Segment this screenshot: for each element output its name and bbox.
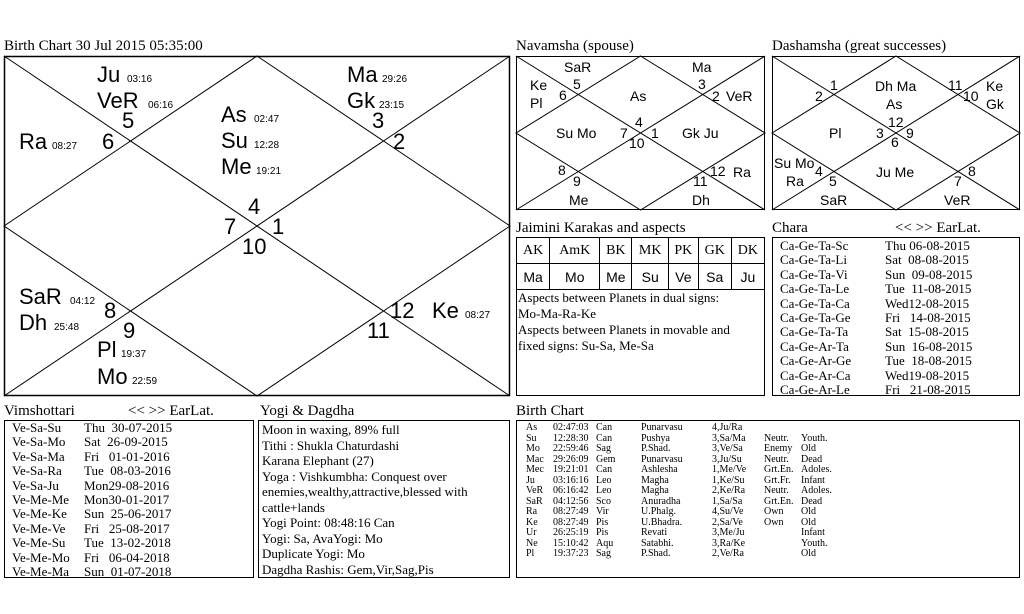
chara-date: Tue 11-08-2015 (885, 281, 972, 297)
dash-num-7: 7 (954, 173, 962, 189)
chara-date: Fri 21-08-2015 (885, 381, 971, 397)
birth-cell-planet: Su (526, 432, 537, 444)
birth-cell-nakshatra: Revati (641, 527, 668, 538)
rasi-planet-me (221, 154, 281, 179)
nav-label-pl: Pl (530, 95, 543, 111)
birth-cell-pada: 1,Sa/Sa (712, 495, 743, 507)
birth-cell-planet: SaR (526, 495, 543, 507)
yogi-line: enemies,wealthy,attractive,blessed with (262, 484, 468, 499)
yogi-line: Yogi Point: 08:48:16 Can (262, 515, 395, 530)
yogi-line: Moon in waxing, 89% full (262, 422, 400, 437)
birth-table-row (526, 444, 1016, 455)
yogi-line: Karana Elephant (27) (262, 453, 374, 468)
birth-cell-avastha: Youth. (801, 432, 828, 444)
dash-label-sar: SaR (820, 192, 848, 208)
birth-cell-pada: 1,Ke/Su (712, 474, 745, 486)
karaka-header-dk: DK (731, 238, 764, 264)
vimshottari-period: Ve-Me-Ke (12, 506, 67, 522)
birth-cell-planet: VeR (526, 485, 544, 496)
karaka-value-amk: Mo (550, 264, 600, 290)
dash-label-dhma: Dh Ma (875, 78, 917, 94)
birth-cell-planet: Mo (526, 443, 540, 454)
vimshottari-date: Tue 13-02-2018 (84, 535, 171, 551)
navamsha-title: Navamsha (spouse) (516, 38, 634, 54)
birth-cell-sign: Sco (596, 495, 611, 507)
birth-cell-planet: Ur (526, 527, 537, 538)
birth-cell-avastha: Old (801, 516, 816, 528)
chara-period: Ca-Ge-Ta-Ta (780, 324, 849, 340)
dash-num-4: 4 (815, 163, 823, 179)
vimshottari-earlat-text[interactable]: << >> EarLat. (128, 403, 214, 419)
birth-cell-degree: 19:21:01 (553, 464, 589, 475)
karaka-header-pk: PK (669, 238, 699, 264)
rasi-house-2: 2 (393, 129, 406, 154)
birth-cell-planet: Pl (526, 548, 535, 559)
nav-num-2: 2 (712, 88, 720, 104)
birth-cell-sign: Can (596, 464, 613, 475)
yogi-title: Yogi & Dagdha (260, 403, 355, 419)
vimshottari-date: Tue 08-03-2016 (84, 463, 171, 479)
jaimini-title: Jaimini Karakas and aspects (516, 220, 686, 236)
birth-cell-nakshatra: Pushya (641, 432, 670, 444)
karaka-value-ak: Ma (517, 264, 550, 290)
chara-date: Sat 15-08-2015 (885, 324, 969, 340)
aspect-line-4: fixed signs: Su-Sa, Me-Sa (518, 338, 654, 353)
rasi-house-5: 5 (122, 108, 135, 133)
chara-title: Chara (772, 220, 808, 236)
svg-text:Mo: Mo (97, 364, 128, 389)
rasi-planet-dh (19, 310, 79, 335)
nav-label-me: Me (569, 192, 589, 208)
birth-cell-pada: 2,Ve/Ra (712, 548, 744, 559)
nav-num-11: 11 (693, 173, 708, 189)
chara-period: Ca-Ge-Ar-Ta (780, 338, 849, 354)
nav-num-6: 6 (559, 87, 567, 103)
birth-cell-avastha: Youth. (801, 537, 828, 549)
yogi-line: Yoga : Vishkumbha: Conquest over (262, 468, 447, 484)
birth-cell-sign: Can (596, 422, 613, 433)
nav-num-12: 12 (710, 163, 726, 179)
chara-period: Ca-Ge-Ta-Ca (780, 295, 850, 311)
dashamsha-title: Dashamsha (great successes) (772, 38, 947, 54)
chara-earlat[interactable] (895, 220, 981, 237)
birth-table-row (526, 486, 1016, 497)
rasi-house-10: 10 (242, 234, 267, 259)
rasi-house-3: 3 (372, 108, 385, 133)
rasi-planet-ra (19, 129, 77, 154)
vimshottari-date: Mon29-08-2016 (84, 477, 170, 493)
birth-cell-nakshatra: U.Bhadra. (641, 516, 683, 528)
nav-num-1: 1 (651, 125, 659, 141)
karaka-header-mk: MK (632, 238, 669, 264)
karaka-header-ak: AK (517, 238, 550, 264)
svg-text:Pl: Pl (97, 337, 117, 362)
birth-cell-sign: Can (596, 432, 613, 444)
chara-date: Sat 08-08-2015 (885, 252, 969, 268)
birth-cell-pada: 1,Me/Ve (712, 464, 747, 475)
dash-label-gk: Gk (986, 96, 1004, 112)
svg-text:Me: Me (221, 154, 252, 179)
yogi-line: Duplicate Yogi: Mo (262, 546, 365, 561)
nav-num-3: 3 (698, 76, 706, 92)
chara-period: Ca-Ge-Ta-Sc (780, 238, 849, 253)
dash-label-ke: Ke (986, 78, 1004, 94)
rasi-house-7: 7 (224, 214, 237, 239)
nav-label-ver: VeR (726, 88, 753, 104)
yogi-line: cattle+lands (262, 499, 325, 515)
birth-cell-planet: Ke (526, 516, 538, 528)
rasi-house-4: 4 (248, 194, 261, 219)
chara-period: Ca-Ge-Ar-Le (780, 381, 850, 397)
birth-cell-relation: Grt.En. (764, 464, 794, 475)
chara-period: Ca-Ge-Ta-Ge (780, 309, 851, 325)
rasi-planet-sar (19, 284, 95, 309)
birth-cell-planet: Mac (526, 453, 544, 465)
birth-cell-avastha: Adoles. (801, 485, 832, 496)
birth-cell-degree: 08:27:49 (553, 506, 589, 517)
birth-cell-relation: Neutr. (764, 432, 789, 444)
birth-cell-nakshatra: P.Shad. (641, 548, 671, 559)
birth-cell-planet: As (526, 422, 538, 433)
birth-cell-nakshatra: U.Phalg. (641, 506, 676, 517)
rasi-planet-as (221, 102, 279, 127)
nav-label-sumo: Su Mo (556, 125, 597, 141)
nav-label-ra: Ra (733, 164, 751, 180)
birth-cell-planet: Ne (526, 537, 538, 549)
birth-table-row (526, 549, 1016, 560)
svg-text:12:28: 12:28 (254, 140, 280, 151)
birth-cell-relation: Grt.En. (764, 495, 794, 507)
chara-date: Wed19-08-2015 (885, 367, 970, 383)
birth-table-row (526, 423, 1016, 434)
vimshottari-title: Vimshottari (4, 403, 75, 419)
chara-period: Ca-Ge-Ta-Li (780, 252, 847, 268)
birth-cell-nakshatra: Magha (641, 485, 669, 496)
svg-text:Ju: Ju (97, 62, 121, 87)
nav-num-9: 9 (573, 173, 581, 189)
rasi-planet-ke (432, 298, 490, 323)
rasi-planet-mo (97, 364, 157, 389)
birth-cell-pada: 2,Ke/Ra (712, 485, 746, 496)
vimshottari-date: Sat 26-09-2015 (84, 434, 168, 450)
svg-text:19:21: 19:21 (256, 166, 282, 177)
aspect-line-3: Aspects between Planets in movable and (518, 322, 730, 337)
vimshottari-date: Sun 25-06-2017 (84, 506, 172, 522)
karaka-value-mk: Su (632, 264, 669, 290)
birth-cell-avastha: Infant (801, 527, 825, 538)
birth-cell-degree: 19:37:23 (553, 548, 589, 559)
chara-date: Thu 06-08-2015 (885, 238, 970, 253)
svg-text:25:48: 25:48 (54, 322, 80, 333)
birth-cell-sign: Leo (596, 485, 612, 496)
vimshottari-date: Mon30-01-2017 (84, 491, 170, 507)
vimshottari-date: Sun 01-07-2018 (84, 563, 172, 579)
birth-cell-relation: Grt.Fr. (764, 474, 791, 486)
birth-cell-avastha: Old (801, 443, 816, 454)
birth-cell-avastha: Adoles. (801, 464, 832, 475)
birth-cell-nakshatra: P.Shad. (641, 443, 671, 454)
vimshottari-period: Ve-Me-Mo (12, 549, 70, 565)
vimshottari-period: Ve-Me-Me (12, 491, 70, 507)
nav-label-ke: Ke (530, 77, 548, 93)
svg-text:Ra: Ra (19, 129, 48, 154)
chara-period: Ca-Ge-Ar-Ca (780, 367, 851, 383)
navamsha-chart (516, 56, 765, 210)
birth-cell-degree: 15:10:42 (553, 537, 589, 549)
karaka-value-dk: Ju (731, 264, 764, 290)
birth-cell-degree: 26:25:19 (553, 527, 589, 538)
vimshottari-period: Ve-Sa-Ma (12, 448, 65, 464)
vimshottari-period: Ve-Sa-Ra (12, 463, 62, 479)
birth-cell-avastha: Dead (801, 495, 823, 507)
birth-cell-pada: 3,Ve/Sa (712, 443, 743, 454)
dash-num-1: 1 (830, 77, 838, 93)
nav-num-5: 5 (573, 76, 581, 92)
rasi-planet-su (221, 128, 279, 153)
birth-cell-nakshatra: Magha (641, 474, 669, 486)
svg-text:04:12: 04:12 (70, 296, 96, 307)
birth-cell-nakshatra: Anuradha (641, 495, 681, 507)
birth-cell-pada: 3,Sa/Ma (712, 432, 746, 444)
vimshottari-period: Ve-Me-Ma (12, 563, 70, 579)
birth-cell-pada: 3,Ju/Su (712, 453, 742, 465)
svg-text:02:47: 02:47 (254, 114, 280, 125)
vimshottari-period: Ve-Sa-Su (12, 420, 62, 435)
birth-cell-relation: Own (764, 516, 784, 528)
rasi-chart (4, 56, 510, 396)
dash-num-6: 6 (891, 134, 899, 150)
vimshottari-period: Ve-Me-Su (12, 535, 66, 551)
birth-cell-planet: Ju (526, 474, 535, 486)
svg-text:Gk: Gk (347, 88, 376, 113)
svg-text:Ke: Ke (432, 298, 459, 323)
rasi-house-8: 8 (104, 298, 117, 323)
karaka-value-pk: Ve (669, 264, 699, 290)
birth-chart-title: Birth Chart 30 Jul 2015 05:35:00 (4, 38, 203, 54)
birth-table-row (526, 528, 1016, 539)
svg-text:29:26: 29:26 (382, 74, 408, 85)
birth-cell-degree: 03:16:16 (553, 474, 589, 486)
svg-text:06:16: 06:16 (148, 100, 174, 111)
birth-table-row (526, 507, 1016, 518)
birth-table-title: Birth Chart (516, 403, 584, 419)
svg-text:23:15: 23:15 (379, 100, 405, 111)
chara-date: Fri 14-08-2015 (885, 309, 971, 325)
nav-num-7: 7 (620, 125, 628, 141)
chara-date: Wed12-08-2015 (885, 295, 970, 311)
yogi-line: Yogi: Sa, AvaYogi: Mo (262, 530, 383, 546)
rasi-planet-ju (97, 62, 152, 87)
nav-label-gkju: Gk Ju (682, 125, 719, 141)
nav-label-ma: Ma (692, 59, 712, 75)
dash-num-2: 2 (815, 88, 823, 104)
chara-date: Sun 09-08-2015 (885, 266, 973, 282)
rasi-planet-pl (97, 337, 146, 362)
karaka-table (516, 237, 765, 290)
jaimini-aspects (518, 290, 764, 354)
dash-label-as: As (886, 96, 903, 112)
svg-text:Ma: Ma (347, 62, 378, 87)
birth-cell-avastha: Old (801, 506, 816, 517)
birth-cell-relation: Own (764, 506, 784, 517)
svg-text:Su: Su (221, 128, 248, 153)
vimshottari-date: Fri 01-01-2016 (84, 448, 170, 464)
rasi-planet-ver (97, 88, 173, 113)
svg-text:22:59: 22:59 (132, 376, 158, 387)
vimshottari-date: Fri 25-08-2017 (84, 520, 170, 536)
birth-cell-degree: 06:16:42 (553, 485, 589, 496)
chara-period: Ca-Ge-Ta-Le (780, 281, 850, 297)
nav-label-dh: Dh (692, 192, 710, 208)
dash-num-12: 12 (888, 114, 904, 130)
birth-table-row (526, 465, 1016, 476)
yogi-list (262, 422, 508, 577)
birth-cell-pada: 2,Sa/Ve (712, 516, 743, 528)
dash-num-8: 8 (968, 163, 976, 179)
birth-cell-nakshatra: Punarvasu (641, 453, 683, 465)
birth-cell-relation: Enemy (764, 443, 793, 454)
rasi-house-12: 12 (390, 298, 415, 323)
rasi-planet-ma (347, 62, 407, 87)
birth-cell-degree: 29:26:09 (553, 453, 589, 465)
karaka-value-gk: Sa (698, 264, 731, 290)
birth-cell-pada: 3,Ra/Ke (712, 537, 746, 549)
dashamsha-chart (772, 56, 1020, 210)
birth-cell-relation: Neutr. (764, 453, 789, 465)
nav-num-8: 8 (558, 162, 566, 178)
vimshottari-date: Thu 30-07-2015 (84, 420, 173, 435)
dash-num-3: 3 (876, 125, 884, 141)
birth-cell-planet: Ra (526, 506, 538, 517)
chara-period: Ca-Ge-Ar-Ge (780, 353, 852, 369)
vimshottari-earlat[interactable] (128, 403, 214, 420)
svg-text:08:27: 08:27 (52, 141, 78, 152)
dash-num-11: 11 (948, 77, 963, 93)
chara-earlat-text[interactable]: << >> EarLat. (895, 220, 981, 236)
svg-text:03:16: 03:16 (127, 74, 153, 85)
birth-cell-relation: Neutr. (764, 485, 789, 496)
svg-text:Dh: Dh (19, 310, 48, 335)
dash-label-ver: VeR (944, 192, 971, 208)
birth-cell-degree: 22:59:46 (553, 443, 589, 454)
birth-cell-avastha: Old (801, 548, 816, 559)
birth-cell-degree: 12:28:30 (553, 432, 589, 444)
birth-cell-sign: Sag (596, 548, 611, 559)
aspect-line-1: Aspects between Planets in dual signs: (518, 290, 720, 305)
chara-date: Tue 18-08-2015 (885, 353, 972, 369)
vimshottari-period: Ve-Sa-Ju (12, 477, 59, 493)
vimshottari-period: Ve-Me-Ve (12, 520, 66, 536)
dash-label-jume: Ju Me (876, 164, 915, 180)
birth-cell-pada: 4,Ju/Ra (712, 422, 743, 433)
rasi-house-11: 11 (367, 318, 390, 343)
yogi-line: Dagdha Rashis: Gem,Vir,Sag,Pis (262, 561, 434, 577)
svg-text:19:37: 19:37 (121, 349, 147, 360)
karaka-value-bk: Me (600, 264, 632, 290)
karaka-header-bk: BK (600, 238, 632, 264)
dash-num-10: 10 (963, 88, 979, 104)
karaka-header-gk: GK (698, 238, 731, 264)
birth-cell-sign: Aqu (596, 537, 614, 549)
birth-cell-sign: Pis (596, 516, 609, 528)
birth-cell-sign: Sag (596, 443, 611, 454)
birth-cell-nakshatra: Punarvasu (641, 422, 683, 433)
karaka-header-amk: AmK (550, 238, 600, 264)
birth-cell-pada: 3,Me/Ju (712, 527, 745, 538)
birth-cell-sign: Gem (596, 453, 616, 465)
dash-label-pl: Pl (829, 125, 842, 141)
birth-cell-nakshatra: Ashlesha (641, 464, 678, 475)
svg-text:08:27: 08:27 (465, 310, 491, 321)
nav-num-4: 4 (635, 114, 643, 130)
rasi-house-1: 1 (272, 214, 285, 239)
dash-label-sumo: Su Mo (774, 155, 815, 171)
birth-cell-sign: Leo (596, 474, 612, 486)
nav-label-sar: SaR (564, 59, 592, 75)
birth-cell-avastha: Dead (801, 453, 823, 465)
vimshottari-date: Fri 06-04-2018 (84, 549, 170, 565)
nav-num-10: 10 (629, 135, 645, 151)
dash-num-9: 9 (906, 125, 914, 141)
birth-cell-degree: 08:27:49 (553, 516, 589, 528)
birth-table (526, 423, 1016, 560)
rasi-house-9: 9 (123, 318, 136, 343)
birth-cell-sign: Pis (596, 527, 609, 538)
birth-cell-avastha: Infant (801, 474, 825, 486)
svg-text:VeR: VeR (97, 88, 139, 113)
chara-period: Ca-Ge-Ta-Vi (780, 266, 848, 282)
birth-cell-pada: 4,Su/Ve (712, 506, 744, 517)
birth-cell-nakshatra: Satabhi. (641, 537, 674, 549)
dash-label-ra: Ra (786, 173, 804, 189)
nav-label-as: As (630, 88, 647, 104)
vimshottari-period: Ve-Sa-Mo (12, 434, 66, 450)
birth-cell-sign: Vir (596, 506, 609, 517)
birth-cell-degree: 04:12:56 (553, 495, 589, 507)
chara-date: Sun 16-08-2015 (885, 338, 973, 354)
yogi-line: Tithi : Shukla Chaturdashi (262, 437, 400, 453)
rasi-house-6: 6 (102, 129, 115, 154)
svg-text:SaR: SaR (19, 284, 62, 309)
svg-text:As: As (221, 102, 247, 127)
dash-num-5: 5 (829, 173, 837, 189)
birth-cell-degree: 02:47:03 (553, 422, 589, 433)
birth-cell-planet: Mec (526, 464, 544, 475)
aspect-line-2: Mo-Ma-Ra-Ke (518, 306, 596, 321)
